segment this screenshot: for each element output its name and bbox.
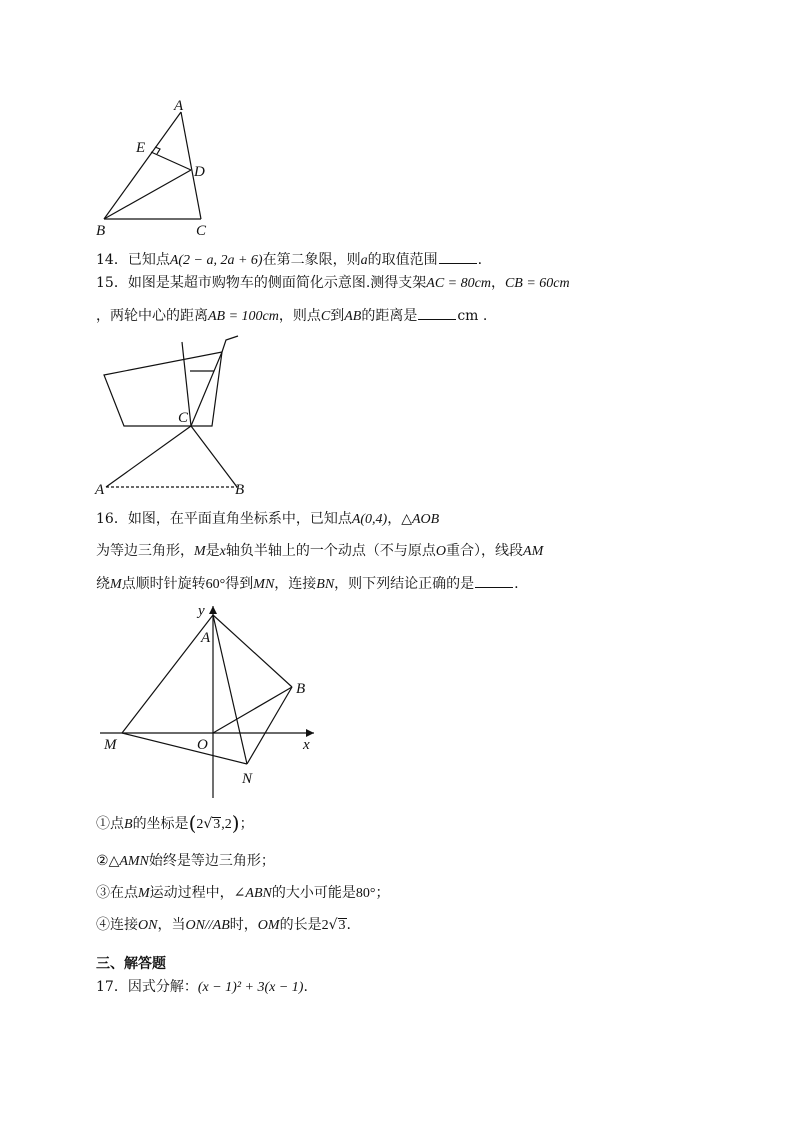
label-c: C: [196, 223, 207, 239]
label-o: O: [197, 737, 208, 753]
label-a: A: [201, 630, 211, 646]
option-2: ②△AMN始终是等边三角形；: [96, 853, 275, 869]
question-16-line1: 16．如图，在平面直角坐标系中，已知点A(0,4)，△AOB: [96, 511, 440, 527]
segment-ob: [213, 687, 292, 733]
segment-am: [122, 615, 213, 733]
coordinate-figure-q16: [92, 598, 332, 803]
side-ab: [104, 112, 181, 219]
label-e: E: [136, 140, 146, 156]
label-m: M: [104, 737, 117, 753]
shopping-cart-figure: [90, 330, 260, 500]
label-b: B: [296, 681, 306, 697]
cart-basket: [104, 352, 222, 426]
label-c: C: [178, 410, 189, 426]
question-15-line1: 15．如图是某超市购物车的侧面简化示意图.测得支架AC = 80cm，CB = 60cm: [96, 275, 570, 291]
segment-bn: [247, 687, 292, 764]
label-n: N: [242, 771, 253, 787]
answer-blank-15[interactable]: [418, 305, 456, 320]
label-b: B: [96, 223, 106, 239]
answer-blank-16[interactable]: [475, 573, 513, 588]
question-16-line2: 为等边三角形，M是x轴负半轴上的一个动点（不与原点O重合），线段AM: [96, 543, 544, 559]
y-axis-arrow-icon: [209, 606, 217, 614]
strut-ca: [106, 426, 191, 487]
segment-bd: [104, 170, 191, 219]
label-x: x: [303, 737, 310, 753]
question-17: 17．因式分解：(x − 1)² + 3(x − 1).: [96, 979, 308, 995]
question-16-line3: 绕M点顺时针旋转60°得到MN，连接BN，则下列结论正确的是 .: [96, 573, 519, 595]
handle-grip: [222, 336, 238, 352]
label-y: y: [198, 603, 205, 619]
option-3: ③在点M运动过程中，∠ABN的大小可能是80°；: [96, 885, 390, 901]
segment-ed: [151, 152, 191, 170]
segment-mn: [122, 733, 247, 764]
question-14: 14．已知点A(2 − a, 2a + 6)在第二象限，则a的取值范围 .: [96, 249, 482, 271]
triangle-figure-q14: [88, 92, 228, 242]
option-1: ①点B的坐标是(2√3,2)；: [96, 811, 254, 835]
x-axis-arrow-icon: [306, 729, 314, 737]
point-a-expr: A(2 − a, 2a + 6): [169, 253, 263, 268]
segment-ab: [213, 615, 292, 687]
label-a: A: [174, 98, 184, 114]
answer-blank-14[interactable]: [439, 249, 477, 264]
question-15-line2: ，两轮中心的距离AB = 100cm，则点C到AB的距离是 cm .: [96, 305, 487, 327]
section-title: 三、解答题: [96, 956, 166, 972]
label-b: B: [235, 482, 245, 498]
label-d: D: [194, 164, 205, 180]
option-4: ④连接ON，当ON//AB时，OM的长是2√3.: [96, 917, 351, 933]
label-a: A: [95, 482, 105, 498]
strut-cb: [191, 426, 237, 487]
segment-an: [213, 615, 247, 764]
